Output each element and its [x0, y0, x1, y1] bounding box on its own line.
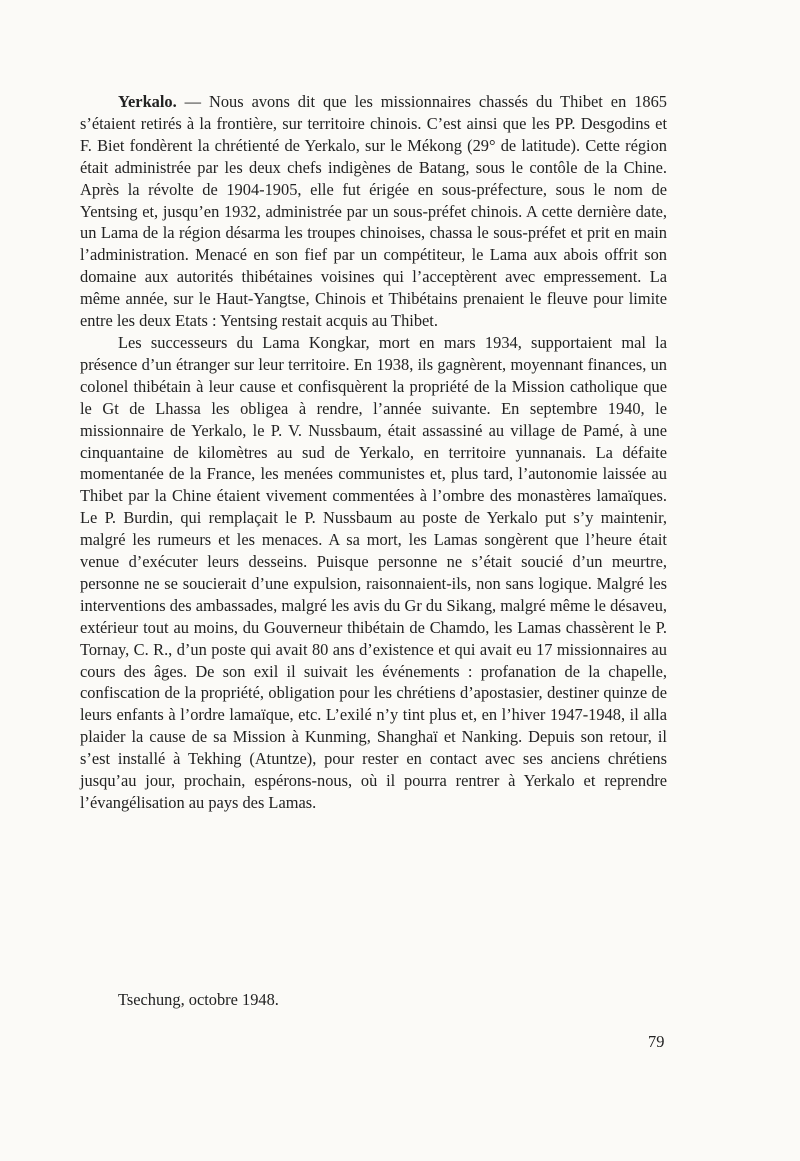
- section-heading: Yerkalo.: [118, 92, 177, 111]
- body-text: [80, 91, 667, 814]
- page-number: 79: [648, 1032, 665, 1051]
- signature-line: Tsechung, octobre 1948.: [118, 990, 279, 1009]
- paragraph-1-text: — Nous avons dit que les missionnaires chassés du Thibet en 1865 s’étaient retirés à la frontière, sur territoire chinois. C’est ainsi que les PP. Desgodins et F. Biet fondèrent la chrétienté de Yerkalo, sur le Mékong (29° de latitude). Cette région était administrée par les deux chefs indigènes de Batang, sous le contôle de la Chine. Après la révolte de 1904-1905, elle fut érigée en sous-préfecture, sous le nom de Yentsing et, jusqu’en 1932, administrée par un sous-préfet chinois. A cette dernière date, un Lama de la région désarma les troupes chinoises, chassa le sous-préfet et prit en main l’administration. Menacé en son fief par un compétiteur, le Lama aux abois offrit son domaine aux autorités thibétaines voisines qui l’acceptèrent avec empressement. La même année, sur le Haut-Yangtse, Chinois et Thibétains prenaient le fleuve pour limite entre les deux Etats : Yentsing restait acquis au Thibet.: [80, 92, 667, 331]
- paragraph-yerkalo: [80, 91, 667, 332]
- paragraph-2: Les successeurs du Lama Kongkar, mort en mars 1934, supportaient mal la présence d’un étranger sur leur territoire. En 1938, ils gagnèrent, moyennant finances, un colonel thibétain à leur cause et confisquèrent la propriété de la Mission catholique que le Gt de Lhassa les obligea à rendre, l’année suivante. En septembre 1940, le missionnaire de Yerkalo, le P. V. Nussbaum, était assassiné au village de Pamé, à une cinquantaine de kilomètres au sud de Yerkalo, en territoire yunnanais. La défaite momentanée de la France, les menées communistes et, plus tard, l’autonomie laissée au Thibet par la Chine étaient vivement commentées à l’ombre des monastères lamaïques. Le P. Burdin, qui remplaçait le P. Nussbaum au poste de Yerkalo put s’y maintenir, malgré les rumeurs et les menaces. A sa mort, les Lamas songèrent que l’heure était venue d’exécuter leurs desseins. Puisque personne ne s’était soucié d’un meurtre, personne ne se soucierait d’une expulsion, raisonnaient-ils, non sans logique. Malgré les interventions des ambassades, malgré les avis du Gr du Sikang, malgré même le désaveu, extérieur tout au moins, du Gouverneur thibétain de Chamdo, les Lamas chassèrent le P. Tornay, C. R., d’un poste qui avait 80 ans d’existence et qui avait eu 17 missionnaires au cours des âges. De son exil il suivait les événements : profanation de la chapelle, confiscation de la propriété, obligation pour les chrétiens d’apostasier, destiner quinze de leurs enfants à l’ordre lamaïque, etc. L’exilé n’y tint plus et, en l’hiver 1947-1948, il alla plaider la cause de sa Mission à Kunming, Shanghaï et Nanking. Depuis son retour, il s’est installé à Tekhing (Atuntze), pour rester en contact avec ses anciens chrétiens jusqu’au jour, prochain, espérons-nous, où il pourra rentrer à Yerkalo et reprendre l’évangélisation au pays des Lamas.: [80, 332, 667, 812]
